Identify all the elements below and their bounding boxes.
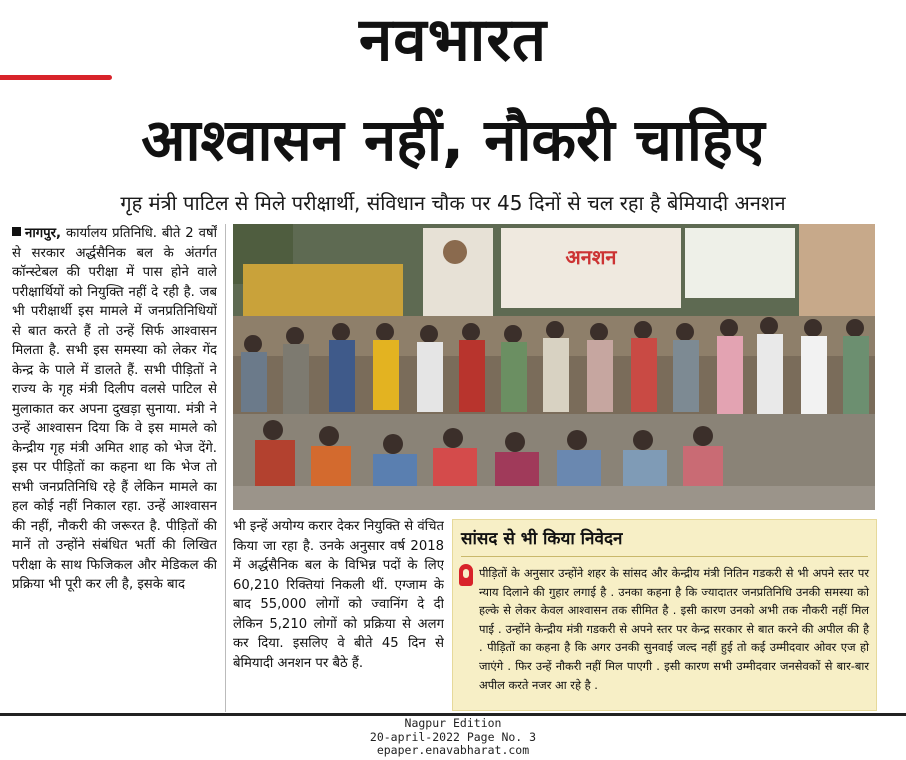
article-dateline: नागपुर,	[25, 226, 62, 241]
article-left-column	[12, 224, 217, 714]
sidebar-box	[452, 519, 877, 711]
article-left-text: बीते 2 वर्षों से सरकार अर्द्धसैनिक बल के अंतर्गत कॉन्स्टेबल की परीक्षा में पास होने वाले परीक्षार्थियों को नियुक्ति नहीं दे रही है. जब भी परीक्षार्थी इस मामले में जनप्रतिनिधियों से बात करते हैं तो उन्हें सिर्फ आश्वासन मिलता है. सभी इस समस्या को लेकर गेंद केन्द्र के पाले में डालते हैं. सभी पीड़ितों ने राज्य के गृह मंत्री दिलीप वलसे पाटिल से मुलाकात कर अपना दुखड़ा सुनाया. मंत्री ने उन्हें आश्वासन दिया कि वे इस मामले को केन्द्रीय गृह मंत्री अमित शाह को भेज देंगे. इस पर पीड़ितों का कहना था कि भेज तो सभी जनप्रतिनिधि रहे हैं लेकिन मामले का हल कोई नहीं निकाल रहा. उन्हें आश्वासन की नहीं, नौकरी की जरूरत है. पीड़ितों की मानें तो उन्होंने संबंधित भर्ती की लिखित परीक्षा के साथ फिजिकल और मेडिकल की प्रक्रिया भी पूरी कर ली है, इसके बाद	[12, 226, 217, 592]
newspaper-masthead: नवभारत	[358, 5, 548, 75]
page-footer	[0, 717, 906, 758]
article-headline: आश्वासन नहीं, नौकरी चाहिए	[141, 106, 765, 174]
sidebar-box-title: सांसद से भी किया निवेदन	[461, 529, 623, 549]
footer-edition: Nagpur Edition	[404, 716, 502, 730]
protest-photo	[233, 224, 875, 510]
footer-date-page: 20-april-2022 Page No. 3	[369, 729, 537, 744]
bullet-marker-icon	[12, 227, 21, 236]
sidebar-box-rule	[461, 556, 868, 557]
column-divider	[225, 224, 226, 712]
protest-photo-illustration	[233, 224, 875, 510]
quote-mark-icon	[459, 564, 473, 586]
article-byline: कार्यालय प्रतिनिधि.	[61, 226, 157, 241]
article-subheadline: गृह मंत्री पाटिल से मिले परीक्षार्थी, संविधान चौक पर 45 दिनों से चल रहा है बेमियादी अनशन	[120, 191, 786, 215]
photo-banner-text: अनशन	[565, 245, 617, 269]
sidebar-box-body: पीड़ितों के अनुसार उन्होंने शहर के सांसद और केन्द्रीय मंत्री नितिन गडकरी से भी अपने स्तर पर न्याय दिलाने की गुहार लगाई है . उनका कहना है कि ज्यादातर जनप्रतिनिधि उनकी समस्या को हल्के से लेकर केवल आश्वासन तक सीमित है . इसी कारण उनको अभी तक नौकरी नहीं मिल पाई . उन्होंने केन्द्रीय मंत्री गडकरी से अपने स्तर पर केन्द्र सरकार से बात करने की अपील की है . पीड़ितों का कहना है कि अगर उनकी सुनवाई जल्द नहीं हुई तो कई उम्मीदवार ओवर एज हो जाएंगे . फिर उन्हें नौकरी नहीं मिल पाएगी . इसी कारण सभी उम्मीदवार जनसेवकों से बार-बार अपील करते नजर आ रहे है .	[479, 566, 869, 692]
article-middle-text: भी इन्हें अयोग्य करार देकर नियुक्ति से वंचित किया जा रहा है. उनके अनुसार वर्ष 2018 में अर्द्धसैनिक बल के विभिन्न पदों के लिए 60,210 रिक्तियां निकली थीं. एग्जाम के बाद 55,000 लोगों को ज्वानिंग दे दी लेकिन 5,210 लोगों को प्रक्रिया से अलग कर दिया. इसलिए वे बीते 45 दिन से बेमियादी अनशन पर बैठे हैं.	[233, 519, 444, 671]
footer-url[interactable]: epaper.enavabharat.com	[376, 743, 530, 757]
article-middle-column	[233, 517, 444, 712]
